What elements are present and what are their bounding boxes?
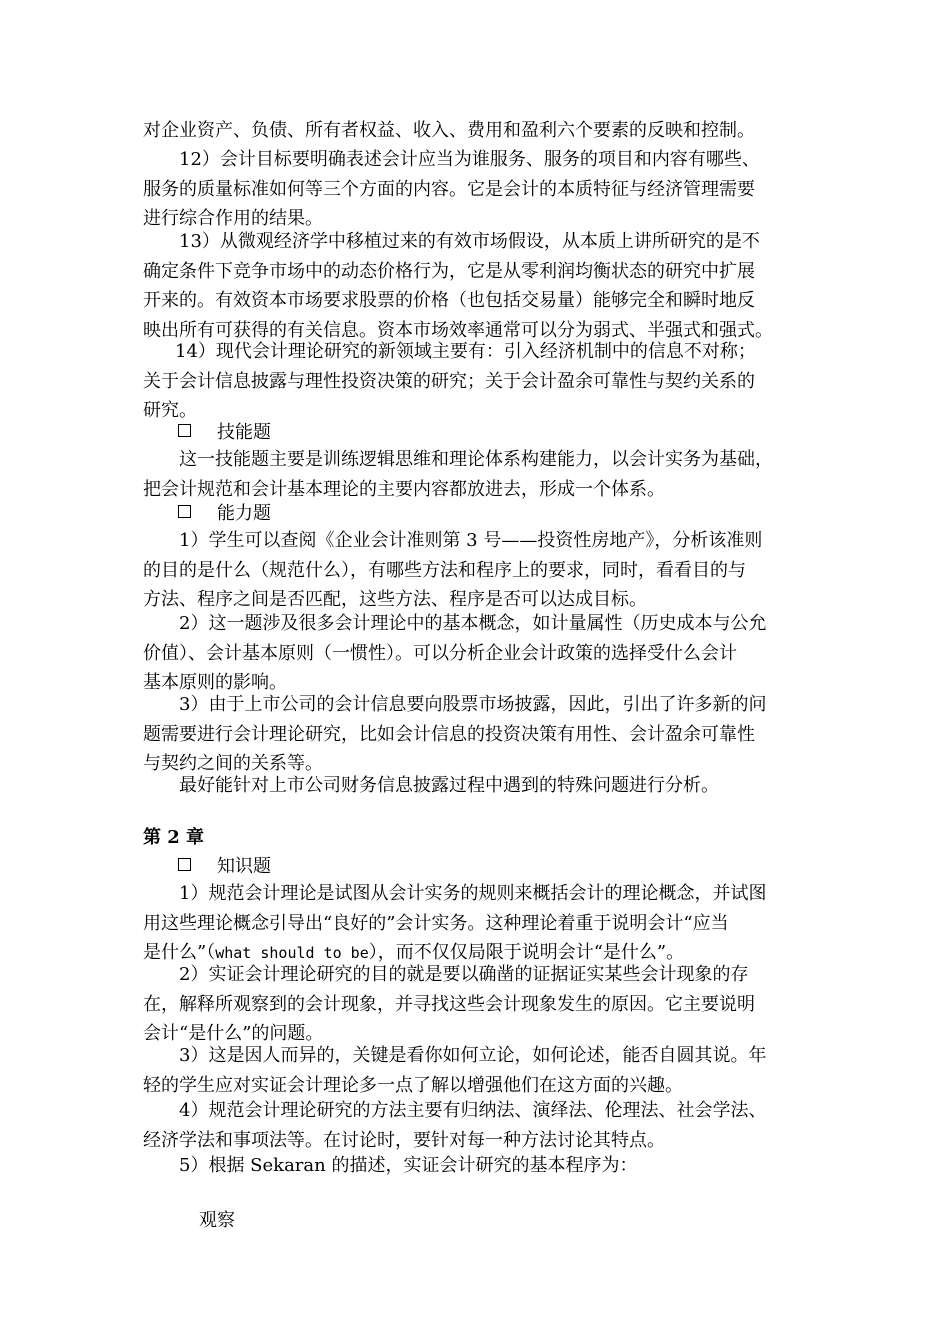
text-line: 与契约之间的关系等。: [143, 753, 323, 774]
text-line: 13）从微观经济学中移植过来的有效市场假设，从本质上讲所研究的是不: [179, 231, 760, 252]
text-line: 5）根据 Sekaran 的描述，实证会计研究的基本程序为：: [179, 1155, 638, 1176]
text-line: 进行综合作用的结果。: [143, 208, 323, 229]
checkbox-square-icon: [178, 858, 191, 871]
text-line: 对企业资产、负债、所有者权益、收入、费用和盈利六个要素的反映和控制。: [143, 120, 755, 141]
paragraph-ability-1: [143, 526, 818, 615]
text-line: 14）现代会计理论研究的新领域主要有：引入经济机制中的信息不对称；: [175, 341, 756, 362]
paragraph-ability-4: [143, 771, 818, 801]
heading-ability: [178, 499, 271, 529]
paragraph-knowledge-2: [143, 960, 818, 1049]
text-line: 用这些理论概念引导出“良好的”会计实务。这种理论着重于说明会计“应当: [143, 912, 729, 934]
text-line: 3）这是因人而异的，关键是看你如何立论，如何论述，能否自圆其说。年: [179, 1045, 767, 1066]
text-fragment: ），而不仅仅局限于说明会计“是什么”。: [368, 942, 685, 963]
paragraph-knowledge-4: [143, 1096, 818, 1155]
paragraph-knowledge-1: [143, 879, 818, 969]
heading-label: 能力题: [217, 503, 271, 524]
text-line: 方法、程序之间是否匹配，这些方法、程序是否可以达成目标。: [143, 589, 647, 610]
text-line: 2）实证会计理论研究的目的就是要以确凿的证据证实某些会计现象的存: [179, 964, 749, 985]
chapter-heading: 第 2 章: [143, 827, 205, 848]
checkbox-square-icon: [178, 424, 191, 437]
text-line: 的目的是什么（规范什么），有哪些方法和程序上的要求，同时，看看目的与: [143, 559, 746, 581]
paragraph-12: [143, 145, 818, 234]
text-line: 开来的。有效资本市场要求股票的价格（也包括交易量）能够完全和瞬时地反: [143, 290, 755, 311]
text-line: 关于会计信息披露与理性投资决策的研究；关于会计盈余可靠性与契约关系的: [143, 370, 755, 392]
paragraph-elements: [143, 116, 818, 146]
paragraph-ability-3: [143, 690, 818, 779]
text-line: 价值）、会计基本原则（一惯性）。可以分析企业会计政策的选择受什么会计: [143, 642, 737, 664]
text-line: 1）规范会计理论是试图从会计实务的规则来概括会计的理论概念，并试图: [179, 883, 767, 904]
text-line: 把会计规范和会计基本理论的主要内容都放进去，形成一个体系。: [143, 478, 665, 500]
text-line: 3）由于上市公司的会计信息要向股票市场披露，因此，引出了许多新的问: [179, 694, 767, 715]
text-line: 确定条件下竞争市场中的动态价格行为，它是从零利润均衡状态的研究中扩展: [143, 260, 755, 282]
procedure-step-observe: 观察: [199, 1210, 235, 1231]
text-line: 1）学生可以查阅《企业会计准则第 3 号——投资性房地产》，分析该准则: [179, 530, 763, 551]
text-line: 在，解释所观察到的会计现象，并寻找这些会计现象发生的原因。它主要说明: [143, 993, 755, 1015]
text-line: 轻的学生应对实证会计理论多一点了解以增强他们在这方面的兴趣。: [143, 1074, 683, 1096]
heading-knowledge: [178, 852, 271, 882]
text-line: 研究。: [143, 400, 197, 421]
text-line: 映出所有可获得的有关信息。资本市场效率通常可以分为弱式、半强式和强式。: [143, 319, 773, 341]
heading-label: 知识题: [217, 856, 271, 877]
text-line: 12）会计目标要明确表述会计应当为谁服务、服务的项目和内容有哪些、: [179, 149, 760, 170]
text-fragment: 是什么”（: [143, 942, 216, 963]
text-line: 4）规范会计理论研究的方法主要有归纳法、演绎法、伦理法、社会学法、: [179, 1100, 767, 1121]
paragraph-skill: [143, 445, 818, 504]
text-line: 题需要进行会计理论研究，比如会计信息的投资决策有用性、会计盈余可靠性: [143, 723, 755, 745]
text-line: 经济学法和事项法等。在讨论时，要针对每一种方法讨论其特点。: [143, 1129, 665, 1151]
text-line: 基本原则的影响。: [143, 672, 287, 693]
paragraph-knowledge-5: [143, 1151, 818, 1181]
paragraph-knowledge-3: [143, 1041, 818, 1100]
checkbox-square-icon: [178, 505, 191, 518]
text-line: 2）这一题涉及很多会计理论中的基本概念，如计量属性（历史成本与公允: [179, 613, 767, 634]
paragraph-14: [143, 337, 818, 426]
paragraph-ability-2: [143, 609, 818, 698]
paragraph-13: [143, 227, 818, 345]
text-line: 最好能针对上市公司财务信息披露过程中遇到的特殊问题进行分析。: [179, 775, 719, 796]
text-line: 服务的质量标准如何等三个方面的内容。它是会计的本质特征与经济管理需要: [143, 178, 755, 200]
english-phrase: what should to be: [215, 944, 369, 962]
text-line: 这一技能题主要是训练逻辑思维和理论体系构建能力，以会计实务为基础，: [179, 449, 773, 470]
heading-skill: [178, 418, 271, 448]
heading-label: 技能题: [217, 422, 271, 443]
text-line: 会计“是什么”的问题。: [143, 1023, 324, 1044]
